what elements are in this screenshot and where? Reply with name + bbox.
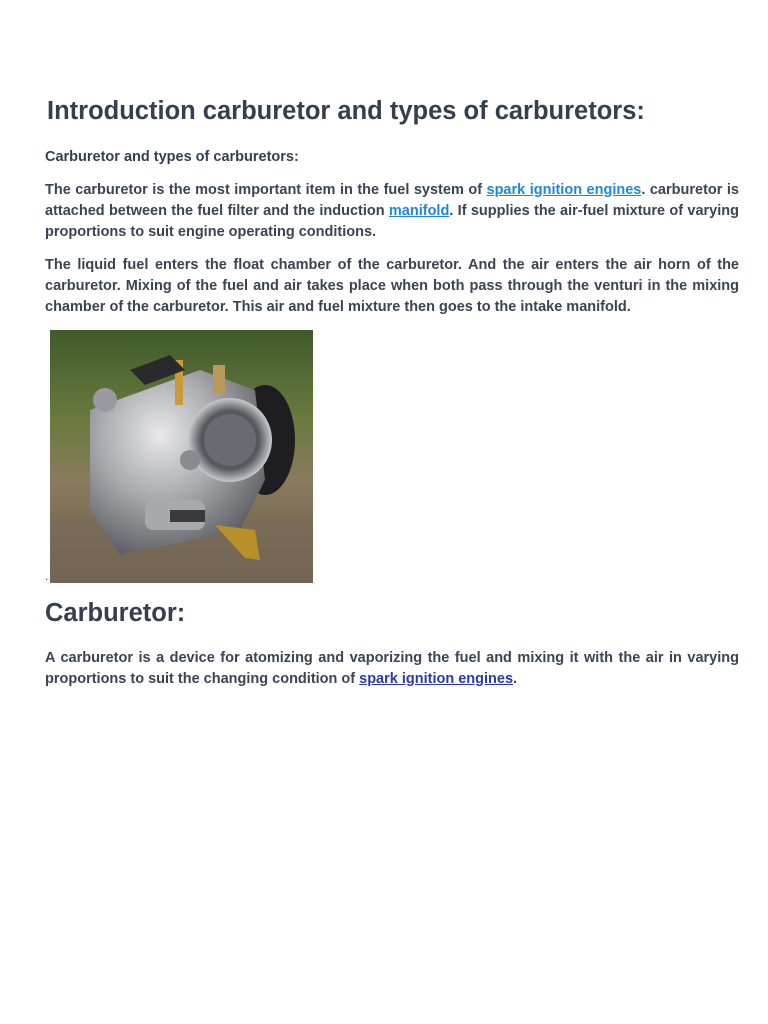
paragraph-intro-text-1: The carburetor is the most important item in the fuel system of xyxy=(45,181,487,198)
carburetor-photo xyxy=(50,330,313,583)
figure-marker: . xyxy=(45,568,49,583)
page-title: Introduction carburetor and types of carburetors: xyxy=(47,97,645,125)
paragraph-intro xyxy=(45,180,739,243)
spark-ignition-engines-link-2[interactable]: spark ignition engines xyxy=(359,670,514,687)
paragraph-carburetor-definition xyxy=(45,648,739,690)
paragraph-intro-text-2: . carburetor is attached between the fuel filter and the induction xyxy=(45,181,739,219)
paragraph-definition-text-1: A carburetor is a device for atomizing and vaporizing the fuel and mixing it with the air in varying proportions to suit the changing condition of xyxy=(45,649,739,687)
manifold-link[interactable]: manifold xyxy=(388,202,450,219)
paragraph-definition-text-2: . xyxy=(513,670,518,687)
spark-ignition-engines-link[interactable]: spark ignition engines xyxy=(486,181,642,198)
carburetor-figure xyxy=(45,330,739,585)
paragraph-fuel-flow: The liquid fuel enters the float chamber of the carburetor. And the air enters the air horn of the carburetor. Mixing of the fuel and air takes place when both pass through the venturi in the mixing chamber of the carburetor. This air and fuel mixture then goes to the intake manifold. xyxy=(45,256,739,315)
paragraph-intro-text-3: . If supplies the air-fuel mixture of varying proportions to suit engine operating conditions. xyxy=(45,202,739,240)
section-heading-carburetor: Carburetor: xyxy=(45,598,186,627)
subtitle: Carburetor and types of carburetors: xyxy=(45,148,299,165)
